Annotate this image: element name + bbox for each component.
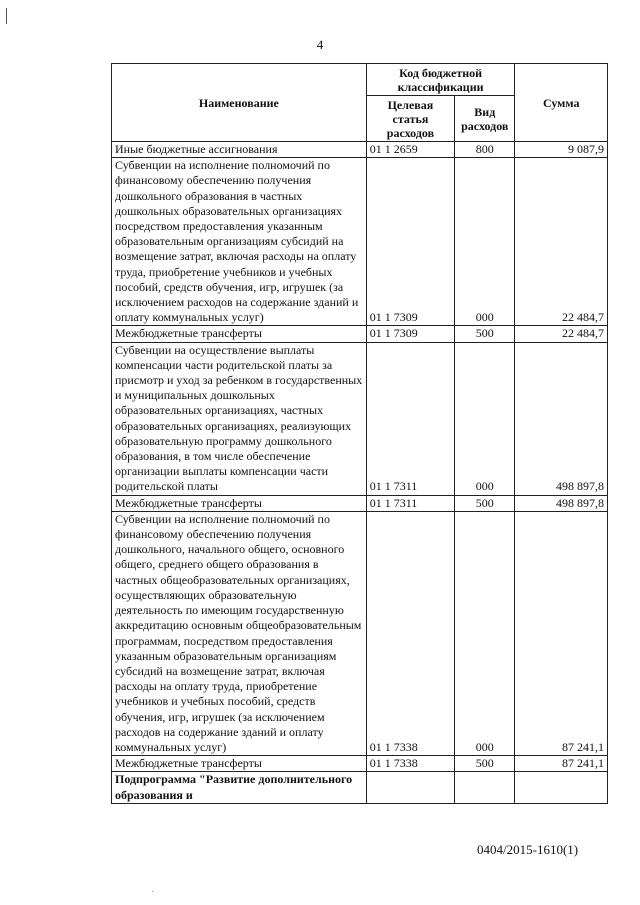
budget-table — [111, 63, 608, 804]
row-name: Иные бюджетные ассигнования — [112, 142, 367, 158]
row-sum: 22 484,7 — [515, 326, 608, 342]
row-expense-kind: 800 — [455, 142, 515, 158]
document-code: 0404/2015-1610(1) — [477, 842, 579, 857]
row-sum: 87 241,1 — [515, 756, 608, 772]
row-sum: 498 897,8 — [515, 495, 608, 511]
row-target-article: 01 1 7338 — [366, 511, 454, 755]
row-sum: 87 241,1 — [515, 511, 608, 755]
table-row — [112, 495, 608, 511]
table-row — [112, 326, 608, 342]
row-target-article: 01 1 7309 — [366, 158, 454, 326]
header-target: Целевая статья расходов — [366, 96, 454, 142]
page-number: 4 — [316, 37, 324, 52]
row-sum: 22 484,7 — [515, 158, 608, 326]
row-expense-kind: 500 — [455, 495, 515, 511]
row-target-article: 01 1 7311 — [366, 342, 454, 495]
row-target-article: 01 1 7338 — [366, 756, 454, 772]
header-kind: Вид расходов — [455, 96, 515, 142]
header-name: Наименование — [112, 64, 367, 142]
row-name: Межбюджетные трансферты — [112, 756, 367, 772]
table-header — [112, 64, 608, 142]
table-body — [112, 142, 608, 804]
row-target-article: 01 1 7309 — [366, 326, 454, 342]
row-sum: 498 897,8 — [515, 342, 608, 495]
row-expense-kind: 000 — [455, 342, 515, 495]
row-name: Подпрограмма "Развитие дополнительного образования и — [112, 772, 367, 803]
row-expense-kind: 000 — [455, 511, 515, 755]
header-code-group: Код бюджетной классификации — [366, 64, 515, 96]
scan-artifact — [152, 891, 153, 892]
scan-margin-mark — [6, 8, 7, 24]
table-row — [112, 511, 608, 755]
table-row — [112, 772, 608, 803]
row-sum: 9 087,9 — [515, 142, 608, 158]
row-target-article: 01 1 2659 — [366, 142, 454, 158]
row-expense-kind: 500 — [455, 756, 515, 772]
row-sum — [515, 772, 608, 803]
row-expense-kind: 000 — [455, 158, 515, 326]
table-row — [112, 342, 608, 495]
row-name: Субвенции на исполнение полномочий по финансовому обеспечению получения дошкольного образования в частных дошкольных образовательных организациях посредством предоставления указанным образовательным организациям субсидий на возмещение затрат, включая расходы на оплату труда, приобретение учебников и учебных пособий, средств обучения, игр, игрушек (за исключением расходов на содержание зданий и оплату коммунальных услуг) — [112, 158, 367, 326]
row-name: Межбюджетные трансферты — [112, 326, 367, 342]
row-target-article: 01 1 7311 — [366, 495, 454, 511]
row-name: Субвенции на исполнение полномочий по финансовому обеспечению получения дошкольного, начального общего, основного общего, среднего общего образования в частных общеобразовательных организациях, осуществляющих образовательную деятельность по имеющим государственную аккредитацию основным общеобразовательным программам, посредством предоставления указанным образовательным организациям субсидий на возмещение затрат, включая расходы на оплату труда, приобретение учебников и учебных пособий, средств обучения, игр, игрушек (за исключением расходов на содержание зданий и оплату коммунальных услуг) — [112, 511, 367, 755]
row-expense-kind: 500 — [455, 326, 515, 342]
row-expense-kind — [455, 772, 515, 803]
row-target-article — [366, 772, 454, 803]
row-name: Субвенции на осуществление выплаты компенсации части родительской платы за присмотр и уход за ребенком в государственных и муниципальных дошкольных образовательных организациях, частных образовательных организациях, реализующих образовательную программу дошкольного образования, в том числе обеспечение организации выплаты компенсации части родительской платы — [112, 342, 367, 495]
table-row — [112, 142, 608, 158]
table-row — [112, 756, 608, 772]
header-sum: Сумма — [515, 64, 608, 142]
table-row — [112, 158, 608, 326]
row-name: Межбюджетные трансферты — [112, 495, 367, 511]
